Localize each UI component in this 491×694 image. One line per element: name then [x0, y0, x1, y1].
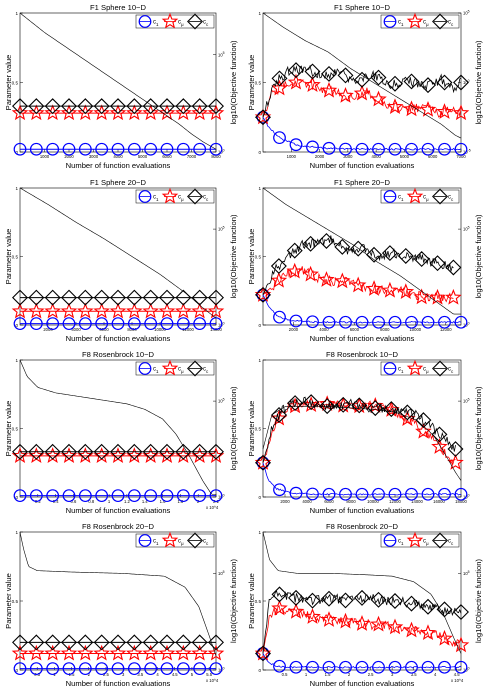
x-tick-label: 5: [190, 672, 194, 677]
x-tick-label: 12000: [389, 499, 401, 504]
y-right-tick-label: $10^5$: [463, 225, 470, 232]
y-axis-right-label: log10(Objective function): [229, 386, 238, 471]
y-tick-label: 1: [258, 11, 261, 16]
legend-cc-label: $c_c$: [448, 194, 454, 202]
x-tick-label: 7000: [186, 154, 197, 159]
chart-panel: [4, 522, 238, 688]
y-right-tick-label: $10^5$: [463, 397, 470, 404]
x-tick-label: 1: [107, 499, 111, 504]
x-tick-label: 5000: [137, 154, 148, 159]
x-tick-label: 1.4: [141, 499, 148, 504]
x-tick-label: 2.2: [213, 499, 219, 504]
y-tick-label: 1: [258, 186, 261, 191]
chart-panel: [247, 3, 483, 170]
x-tick-label: 3000: [343, 154, 353, 159]
legend-c1-label: $c_1$: [153, 538, 159, 546]
y-axis-right-label: log10(Objective function): [474, 40, 483, 125]
x-tick-label: 2: [87, 672, 90, 677]
legend: [136, 189, 214, 203]
x-tick-label: 4000: [319, 327, 329, 332]
y-axis-label: Parameter value: [247, 573, 256, 629]
legend-c1-label: $c_1$: [153, 194, 159, 202]
y-axis-label: Parameter value: [4, 400, 13, 457]
x-tick-label: 1.2: [123, 499, 130, 504]
y-right-tick-label: $10^5$: [218, 225, 225, 232]
x-tick-label: 2: [197, 499, 200, 504]
x-tick-label: 1.5: [324, 672, 331, 677]
x-tick-label: 2000: [314, 154, 325, 159]
x-tick-label: 4000: [302, 499, 312, 504]
legend-c1-label: $c_1$: [153, 366, 159, 374]
x-tick-label: 2.5: [103, 672, 109, 677]
x-tick-label: 14000: [210, 327, 222, 332]
x-tick-label: 14000: [411, 499, 423, 504]
x-tick-label: 1000: [39, 154, 50, 159]
x-tick-label: 0.5: [34, 672, 41, 677]
x-axis-label: Number of function evaluations: [65, 161, 171, 170]
x-axis-label: Number of function evaluations: [309, 334, 415, 343]
legend-cmu-label: $c_\mu$: [423, 19, 429, 27]
x-tick-label: 8000: [127, 327, 137, 332]
x-tick-label: 12000: [439, 327, 452, 332]
chart-title: F8 Rosenbrock 20−D: [82, 522, 154, 531]
y-tick-label: 0: [258, 323, 261, 328]
x-tick-label: 2000: [288, 327, 299, 332]
y-axis-label: Parameter value: [247, 228, 256, 285]
y-tick-label: 0.5: [254, 599, 261, 604]
legend-cmu-label: $c_\mu$: [178, 194, 184, 202]
x-tick-label: 1.8: [177, 499, 184, 504]
x-tick-label: 1: [53, 672, 56, 677]
plot-area: [20, 360, 216, 497]
legend-cc-label: $c_c$: [203, 19, 209, 27]
y-axis-right-label: log10(Objective function): [229, 559, 238, 643]
x-axis-label: Number of function evaluations: [309, 506, 415, 515]
y-right-tick-label: $10^0$: [218, 666, 225, 673]
legend-cmu-label: $c_\mu$: [178, 538, 184, 546]
y-tick-label: 0.5: [254, 426, 261, 432]
y-right-tick-label: $10^5$: [218, 51, 225, 58]
y-axis-right-label: log10(Objective function): [474, 559, 483, 643]
chart-title: F8 Rosenbrock 20−D: [326, 522, 398, 531]
x-axis-label: Number of function evaluations: [309, 161, 415, 170]
x-tick-label: 1.6: [159, 499, 166, 504]
chart-panel: [247, 522, 483, 688]
y-tick-label: 0: [15, 150, 18, 155]
y-right-tick-label: $10^0$: [463, 321, 470, 328]
y-tick-label: 0.5: [11, 254, 18, 260]
x-tick-label: 0.6: [70, 499, 77, 504]
chart-title: F1 Sphere 20−D: [90, 178, 146, 187]
x-tick-label: 3.5: [137, 672, 144, 677]
y-right-tick-label: $10^5$: [218, 569, 225, 576]
y-right-tick-label: $10^0$: [218, 321, 225, 328]
legend-cmu-label: $c_\mu$: [423, 194, 429, 202]
x-tick-label: 5000: [399, 154, 410, 159]
legend-cc-label: $c_c$: [448, 19, 454, 27]
y-right-tick-label: $10^5$: [463, 9, 470, 16]
x-axis-label: Number of function evaluations: [65, 334, 171, 343]
legend-c1-label: $c_1$: [398, 194, 404, 202]
legend-cmu-label: $c_\mu$: [178, 366, 184, 374]
y-axis-label: Parameter value: [4, 228, 13, 285]
y-tick-label: 0: [258, 495, 261, 500]
y-right-tick-label: $10^5$: [218, 397, 225, 404]
y-axis-label: Parameter value: [4, 573, 13, 629]
x-tick-label: 6000: [162, 154, 172, 159]
x-tick-label: 1.5: [68, 672, 75, 677]
legend-cc-label: $c_c$: [448, 538, 454, 546]
x-axis-multiplier: x 10^4: [451, 678, 464, 683]
legend: [136, 533, 214, 547]
x-tick-label: 6000: [324, 499, 334, 504]
plot-area: [263, 360, 461, 497]
x-tick-label: 1000: [286, 154, 296, 159]
x-tick-label: 4: [156, 672, 159, 677]
legend-cmu-label: $c_\mu$: [423, 366, 429, 374]
x-tick-label: 8000: [346, 499, 356, 504]
x-tick-label: 6000: [349, 327, 360, 332]
x-axis-label: Number of function evaluations: [65, 679, 171, 688]
x-tick-label: 4.5: [171, 672, 178, 677]
x-tick-label: 4000: [371, 154, 381, 159]
x-axis-label: Number of function evaluations: [309, 679, 415, 688]
legend-c1-label: $c_1$: [153, 19, 159, 27]
x-axis-multiplier: x 10^4: [206, 505, 219, 510]
x-tick-label: 4000: [71, 327, 81, 332]
chart-title: F8 Rosenbrock 10−D: [326, 350, 398, 359]
x-tick-label: 6000: [99, 327, 109, 332]
y-tick-label: 0.5: [11, 599, 18, 604]
legend: [381, 533, 459, 547]
legend-cc-label: $c_c$: [203, 366, 209, 374]
x-tick-label: 0.2: [34, 499, 41, 504]
y-tick-label: 1: [15, 186, 18, 191]
y-right-tick-label: $10^0$: [218, 493, 225, 500]
x-tick-label: 2000: [280, 499, 290, 504]
x-tick-label: 3: [121, 672, 125, 677]
x-tick-label: 7000: [456, 154, 466, 159]
legend-c1-label: $c_1$: [398, 19, 404, 27]
y-right-tick-label: $10^0$: [463, 666, 470, 673]
x-tick-label: 5.5: [206, 672, 213, 677]
x-tick-label: 3: [390, 672, 394, 677]
y-tick-label: 0: [258, 668, 261, 673]
legend-c1-label: $c_1$: [398, 366, 404, 374]
x-tick-label: 2.5: [367, 672, 374, 677]
y-axis-label: Parameter value: [247, 54, 256, 111]
chart-panel: [4, 178, 238, 343]
y-tick-label: 1: [15, 530, 18, 535]
x-tick-label: 0.8: [88, 499, 95, 504]
y-axis-label: Parameter value: [4, 54, 13, 111]
x-tick-label: 16000: [433, 499, 445, 504]
y-tick-label: 1: [15, 11, 18, 16]
x-tick-label: 0.5: [281, 672, 288, 677]
chart-title: F1 Sphere 20−D: [334, 178, 390, 187]
chart-panel: [247, 178, 483, 343]
chart-panel: [247, 350, 483, 515]
chart-title: F8 Rosenbrock 10−D: [82, 350, 154, 359]
y-axis-right-label: log10(Objective function): [474, 386, 483, 471]
y-axis-label: Parameter value: [247, 400, 256, 457]
y-axis-right-label: log10(Objective function): [229, 214, 238, 299]
x-tick-label: 8000: [380, 327, 390, 332]
y-right-tick-label: $10^0$: [218, 148, 225, 155]
x-axis-multiplier: x 10^4: [206, 678, 219, 683]
x-axis-label: Number of function evaluations: [65, 506, 171, 515]
y-right-tick-label: $10^{-5}$: [463, 148, 471, 155]
y-tick-label: 0.5: [254, 80, 261, 86]
legend-cmu-label: $c_\mu$: [423, 538, 429, 546]
x-tick-label: 8000: [211, 154, 221, 159]
y-tick-label: 1: [258, 530, 261, 535]
legend: [136, 361, 214, 375]
x-tick-label: 3.5: [410, 672, 417, 677]
legend: [381, 14, 459, 28]
x-tick-label: 18000: [455, 499, 467, 504]
x-tick-label: 6000: [428, 154, 438, 159]
x-tick-label: 1: [304, 672, 308, 677]
x-tick-label: 4000: [113, 154, 123, 159]
legend-cc-label: $c_c$: [203, 538, 209, 546]
x-tick-label: 10000: [367, 499, 379, 504]
y-tick-label: 0: [15, 668, 18, 673]
y-tick-label: 0: [15, 323, 18, 328]
x-tick-label: 4.5: [453, 672, 460, 677]
y-axis-right-label: log10(Objective function): [229, 40, 238, 125]
y-right-tick-label: $10^5$: [463, 569, 470, 576]
x-tick-label: 4: [434, 672, 437, 677]
x-tick-label: 2: [347, 672, 351, 677]
y-tick-label: 1: [15, 358, 18, 363]
legend-cc-label: $c_c$: [448, 366, 454, 374]
chart-panel: [4, 3, 238, 170]
legend-cc-label: $c_c$: [203, 194, 209, 202]
x-tick-label: 10000: [409, 327, 422, 332]
y-tick-label: 0.5: [11, 80, 18, 86]
x-tick-label: 10000: [154, 327, 166, 332]
y-axis-right-label: log10(Objective function): [474, 214, 483, 299]
y-tick-label: 0.5: [254, 254, 261, 260]
legend-cmu-label: $c_\mu$: [178, 19, 184, 27]
x-tick-label: 2000: [43, 327, 53, 332]
legend: [381, 361, 459, 375]
chart-title: F1 Sphere 10−D: [90, 3, 146, 12]
y-tick-label: 1: [258, 358, 261, 363]
x-tick-label: 3000: [88, 154, 99, 159]
x-tick-label: 2000: [64, 154, 74, 159]
legend: [381, 189, 459, 203]
y-tick-label: 0.5: [11, 426, 18, 432]
x-tick-label: 0.4: [52, 499, 59, 504]
y-tick-label: 0: [15, 495, 18, 500]
y-tick-label: 0: [258, 150, 261, 155]
legend-c1-label: $c_1$: [398, 538, 404, 546]
chart-panel: [4, 350, 238, 515]
y-right-tick-label: $10^0$: [463, 493, 470, 500]
x-tick-label: 12000: [182, 327, 194, 332]
y-right-tick-label: $10^0$: [463, 78, 470, 86]
chart-title: F1 Sphere 10−D: [334, 3, 390, 12]
legend: [136, 14, 214, 28]
